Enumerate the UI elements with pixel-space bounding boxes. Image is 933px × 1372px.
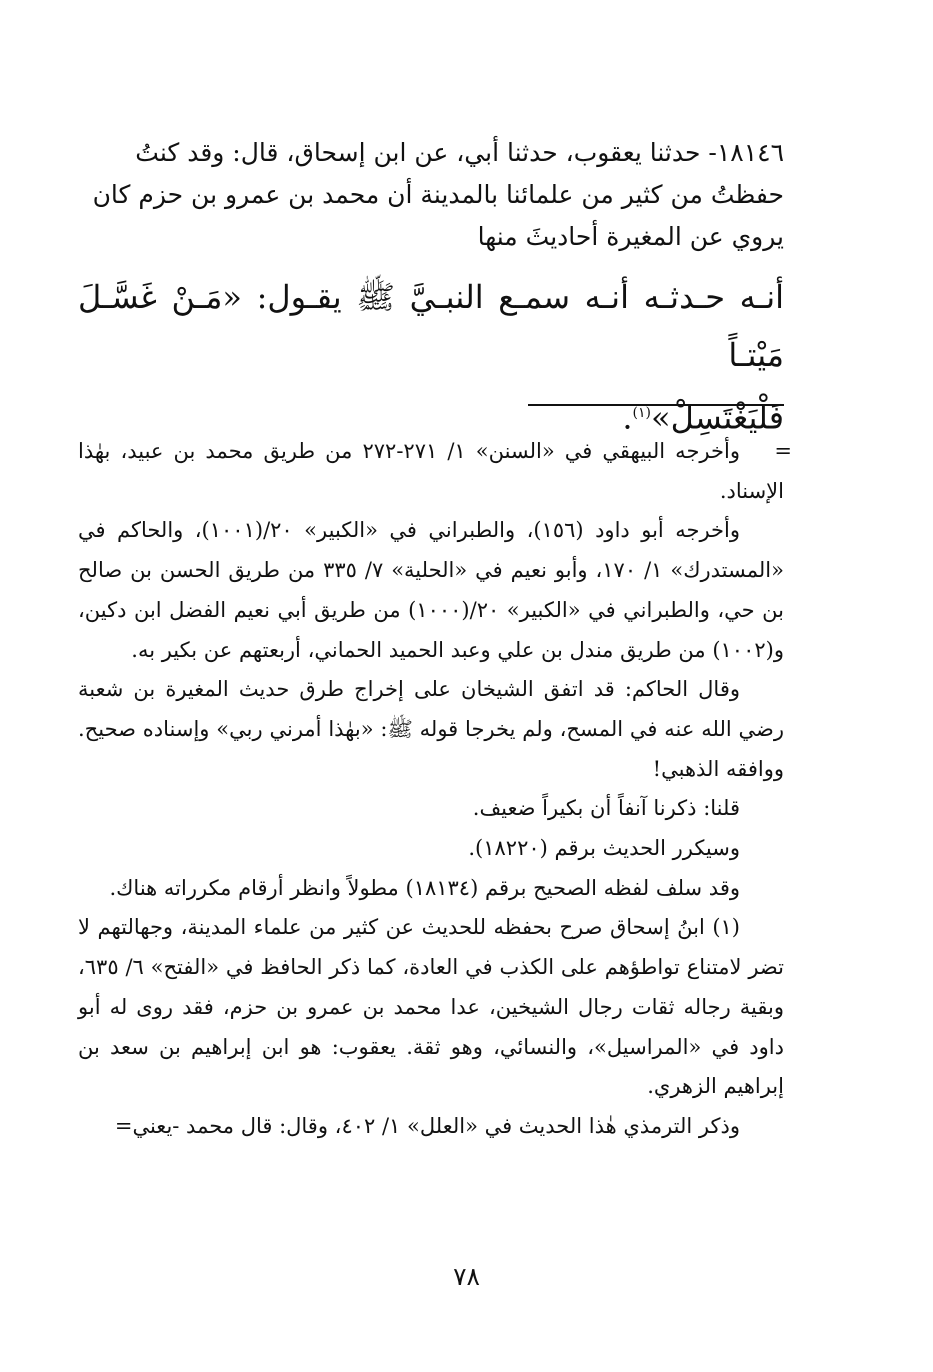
footnote-paragraph: قلنا: ذكرنا آنفاً أن بكيراً ضعيف. xyxy=(472,796,740,821)
footnote-paragraph: (١) ابنُ إسحاق صرح بحفظه للحديث عن كثير من علماء المدينة، وجهالتهم لا تضر لامتناع تواطؤهم على الكذب في العادة، كما ذكر الحافظ في «الفتح» ٦/ ٦٣٥، وبقية رجاله ثقات رجال الشيخين، عدا محمد بن عمرو بن حزم، فقد روى له أبو داود في «المراسيل»، والنسائي، وهو ثقة. يعقوب: هو ابن إبراهيم بن سعد بن إبراهيم الزهري. xyxy=(78,915,784,1099)
footnote-paragraph: وأخرجه أبو داود (١٥٦)، والطبراني في «الكبير» ٢٠/(١٠٠١)، والحاكم في «المستدرك» ١/ ١٧٠، وأبو نعيم في «الحلية» ٧/ ٣٣٥ من طريق الحسن بن صالح بن حي، والطبراني في «الكبير» ٢٠/(١٠٠٠) من طريق أبي نعيم الفضل ابن دكين، و(١٠٠٢) من طريق مندل بن علي وعبد الحميد الحماني، أربعتهم عن بكير به. xyxy=(78,518,784,662)
text-line: يروي عن المغيرة أحاديثَ منها xyxy=(477,222,784,251)
footnote-paragraph: وقد سلف لفظه الصحيح برقم (١٨١٣٤) مطولاً وانظر أرقام مكرراته هناك. xyxy=(109,875,740,900)
footnote-paragraph: وسيكرر الحديث برقم (١٨٢٢٠). xyxy=(468,836,740,861)
main-text xyxy=(78,132,784,447)
footnote-reference: (١) xyxy=(632,405,651,421)
footnote-text: وأخرجه البيهقي في «السنن» ١/ ٢٧١-٢٧٢ من طريق محمد بن عبيد، بهٰذا الإسناد. xyxy=(78,439,784,503)
hadith-line-text: فَلْيَغْتَسِلْ» xyxy=(651,398,784,437)
footnote-separator xyxy=(528,404,784,406)
hadith-text xyxy=(78,268,784,447)
footnote-paragraph: وذكر الترمذي هٰذا الحديث في «العلل» ١/ ٤٠٢، وقال: قال محمد -يعني= xyxy=(114,1113,740,1138)
footnote-paragraph xyxy=(78,432,792,511)
page-number: ٧٨ xyxy=(453,1262,480,1291)
text-line: ١٨١٤٦- حدثنا يعقوب، حدثنا أبي، عن ابن إسحاق، قال: وقد كنتُ xyxy=(135,138,784,167)
footnote-paragraph: وقال الحاكم: قد اتفق الشيخان على إخراج طرق حديث المغيرة بن شعبة رضي الله عنه في المسح، ولم يخرجا قوله ﷺ: «بهٰذا أمرني ربي» وإسناده صحيح. ووافقه الذهبي! xyxy=(78,677,784,781)
footnotes xyxy=(78,432,792,1147)
text-line: حفظتُ من كثير من علمائنا بالمدينة أن محمد بن عمرو بن حزم كان xyxy=(92,180,784,209)
hadith-line: أنـه حـدثـه أنـه سمـع النبـيَّ ﷺ يقـول: «مَـنْ غَسَّـلَ مَيْتـاً xyxy=(78,278,784,374)
continuation-mark: = xyxy=(774,439,792,463)
hadith-end-mark: . xyxy=(622,398,633,437)
hadith-chain-paragraph xyxy=(78,132,784,258)
